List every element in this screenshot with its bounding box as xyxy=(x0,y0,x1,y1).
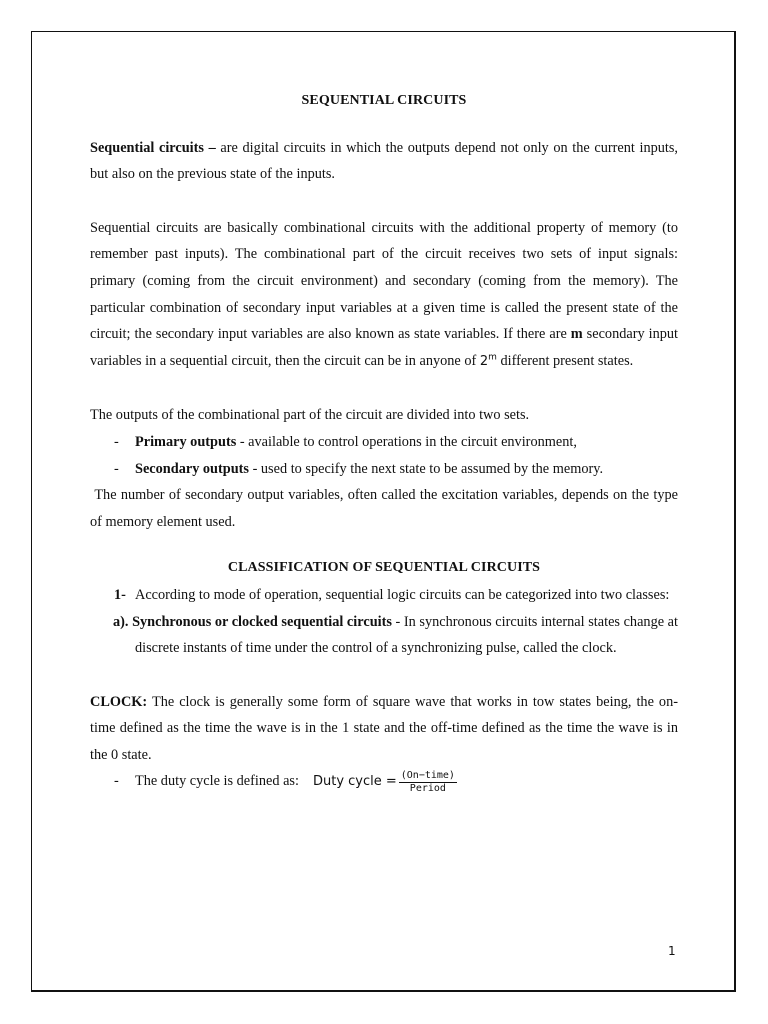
clock-term: CLOCK: xyxy=(90,693,148,710)
formula-fraction xyxy=(399,770,457,795)
synchronous-text: - In synchronous circuits internal states change at discrete instants of time under the control of a synchronizing pulse, called the clock. xyxy=(135,613,678,657)
formula-denominator: Period xyxy=(409,782,446,794)
bullet-dash: - xyxy=(114,460,119,477)
page-number: 1 xyxy=(668,944,676,958)
memory-paragraph xyxy=(90,215,678,376)
synchronous-term: a). Synchronous or clocked sequential circuits xyxy=(113,613,392,630)
formula-numerator: (On−time) xyxy=(400,769,455,781)
memory-text-1: Sequential circuits are basically combinational circuits with the additional property of memory (to remember past inputs). The combinational part of the circuit receives two sets of input signals: primary (coming from the circuit environment) and secondary (coming from the memory). The particular combination of secondary input variables at a given time is called the present state of the circuit; the secondary input variables are also known as state variables. If there are xyxy=(90,219,678,343)
outputs-lead: The outputs of the combinational part of the circuit are divided into two sets. xyxy=(90,407,530,424)
memory-text-3: different present states. xyxy=(496,352,634,369)
intro-term: Sequential circuits – xyxy=(90,139,216,156)
page-title: SEQUENTIAL CIRCUITS xyxy=(301,93,467,108)
formula-lhs: Duty cycle = xyxy=(312,774,397,790)
intro-text: are digital circuits in which the outputs depend not only on the current inputs, but also on the previous state of the inputs. xyxy=(90,139,678,183)
secondary-outputs-text: - used to specify the next state to be assumed by the memory. xyxy=(249,460,604,477)
variable-m: m xyxy=(570,326,583,343)
sub-item-a xyxy=(90,609,678,662)
bullet-dash: - xyxy=(114,433,119,450)
duty-cycle-item xyxy=(90,768,678,796)
primary-outputs-text: - available to control operations in the circuit environment, xyxy=(236,433,577,450)
item-number: 1- xyxy=(114,586,126,603)
clock-paragraph xyxy=(90,689,678,769)
numbered-item-1 xyxy=(90,582,678,609)
memory-text-2: secondary input variables in a sequential circuit, then the circuit can be in anyone of xyxy=(90,326,678,369)
primary-outputs-term: Primary outputs xyxy=(135,433,237,450)
item-text: According to mode of operation, sequential logic circuits can be categorized into two classes: xyxy=(135,586,670,603)
list-item xyxy=(90,456,678,483)
secondary-outputs-term: Secondary outputs xyxy=(135,460,249,477)
list-item xyxy=(90,429,678,456)
power-exponent: m xyxy=(488,352,497,363)
duty-cycle-label: The duty cycle is defined as: xyxy=(135,773,299,790)
power-expression xyxy=(480,354,497,369)
bullet-dash: - xyxy=(114,773,119,790)
intro-paragraph xyxy=(90,135,678,188)
clock-text: The clock is generally some form of square wave that works in tow states being, the on-time defined as the time the wave is in the 1 state and the off-time defined as the time the wave is in the 0 state. xyxy=(90,693,678,763)
power-base: 2 xyxy=(479,353,489,369)
excitation-paragraph: The number of secondary output variables, often called the excitation variables, depends on the type of memory element used. xyxy=(90,487,682,530)
classification-heading: CLASSIFICATION OF SEQUENTIAL CIRCUITS xyxy=(227,560,541,576)
document-body xyxy=(90,88,682,796)
